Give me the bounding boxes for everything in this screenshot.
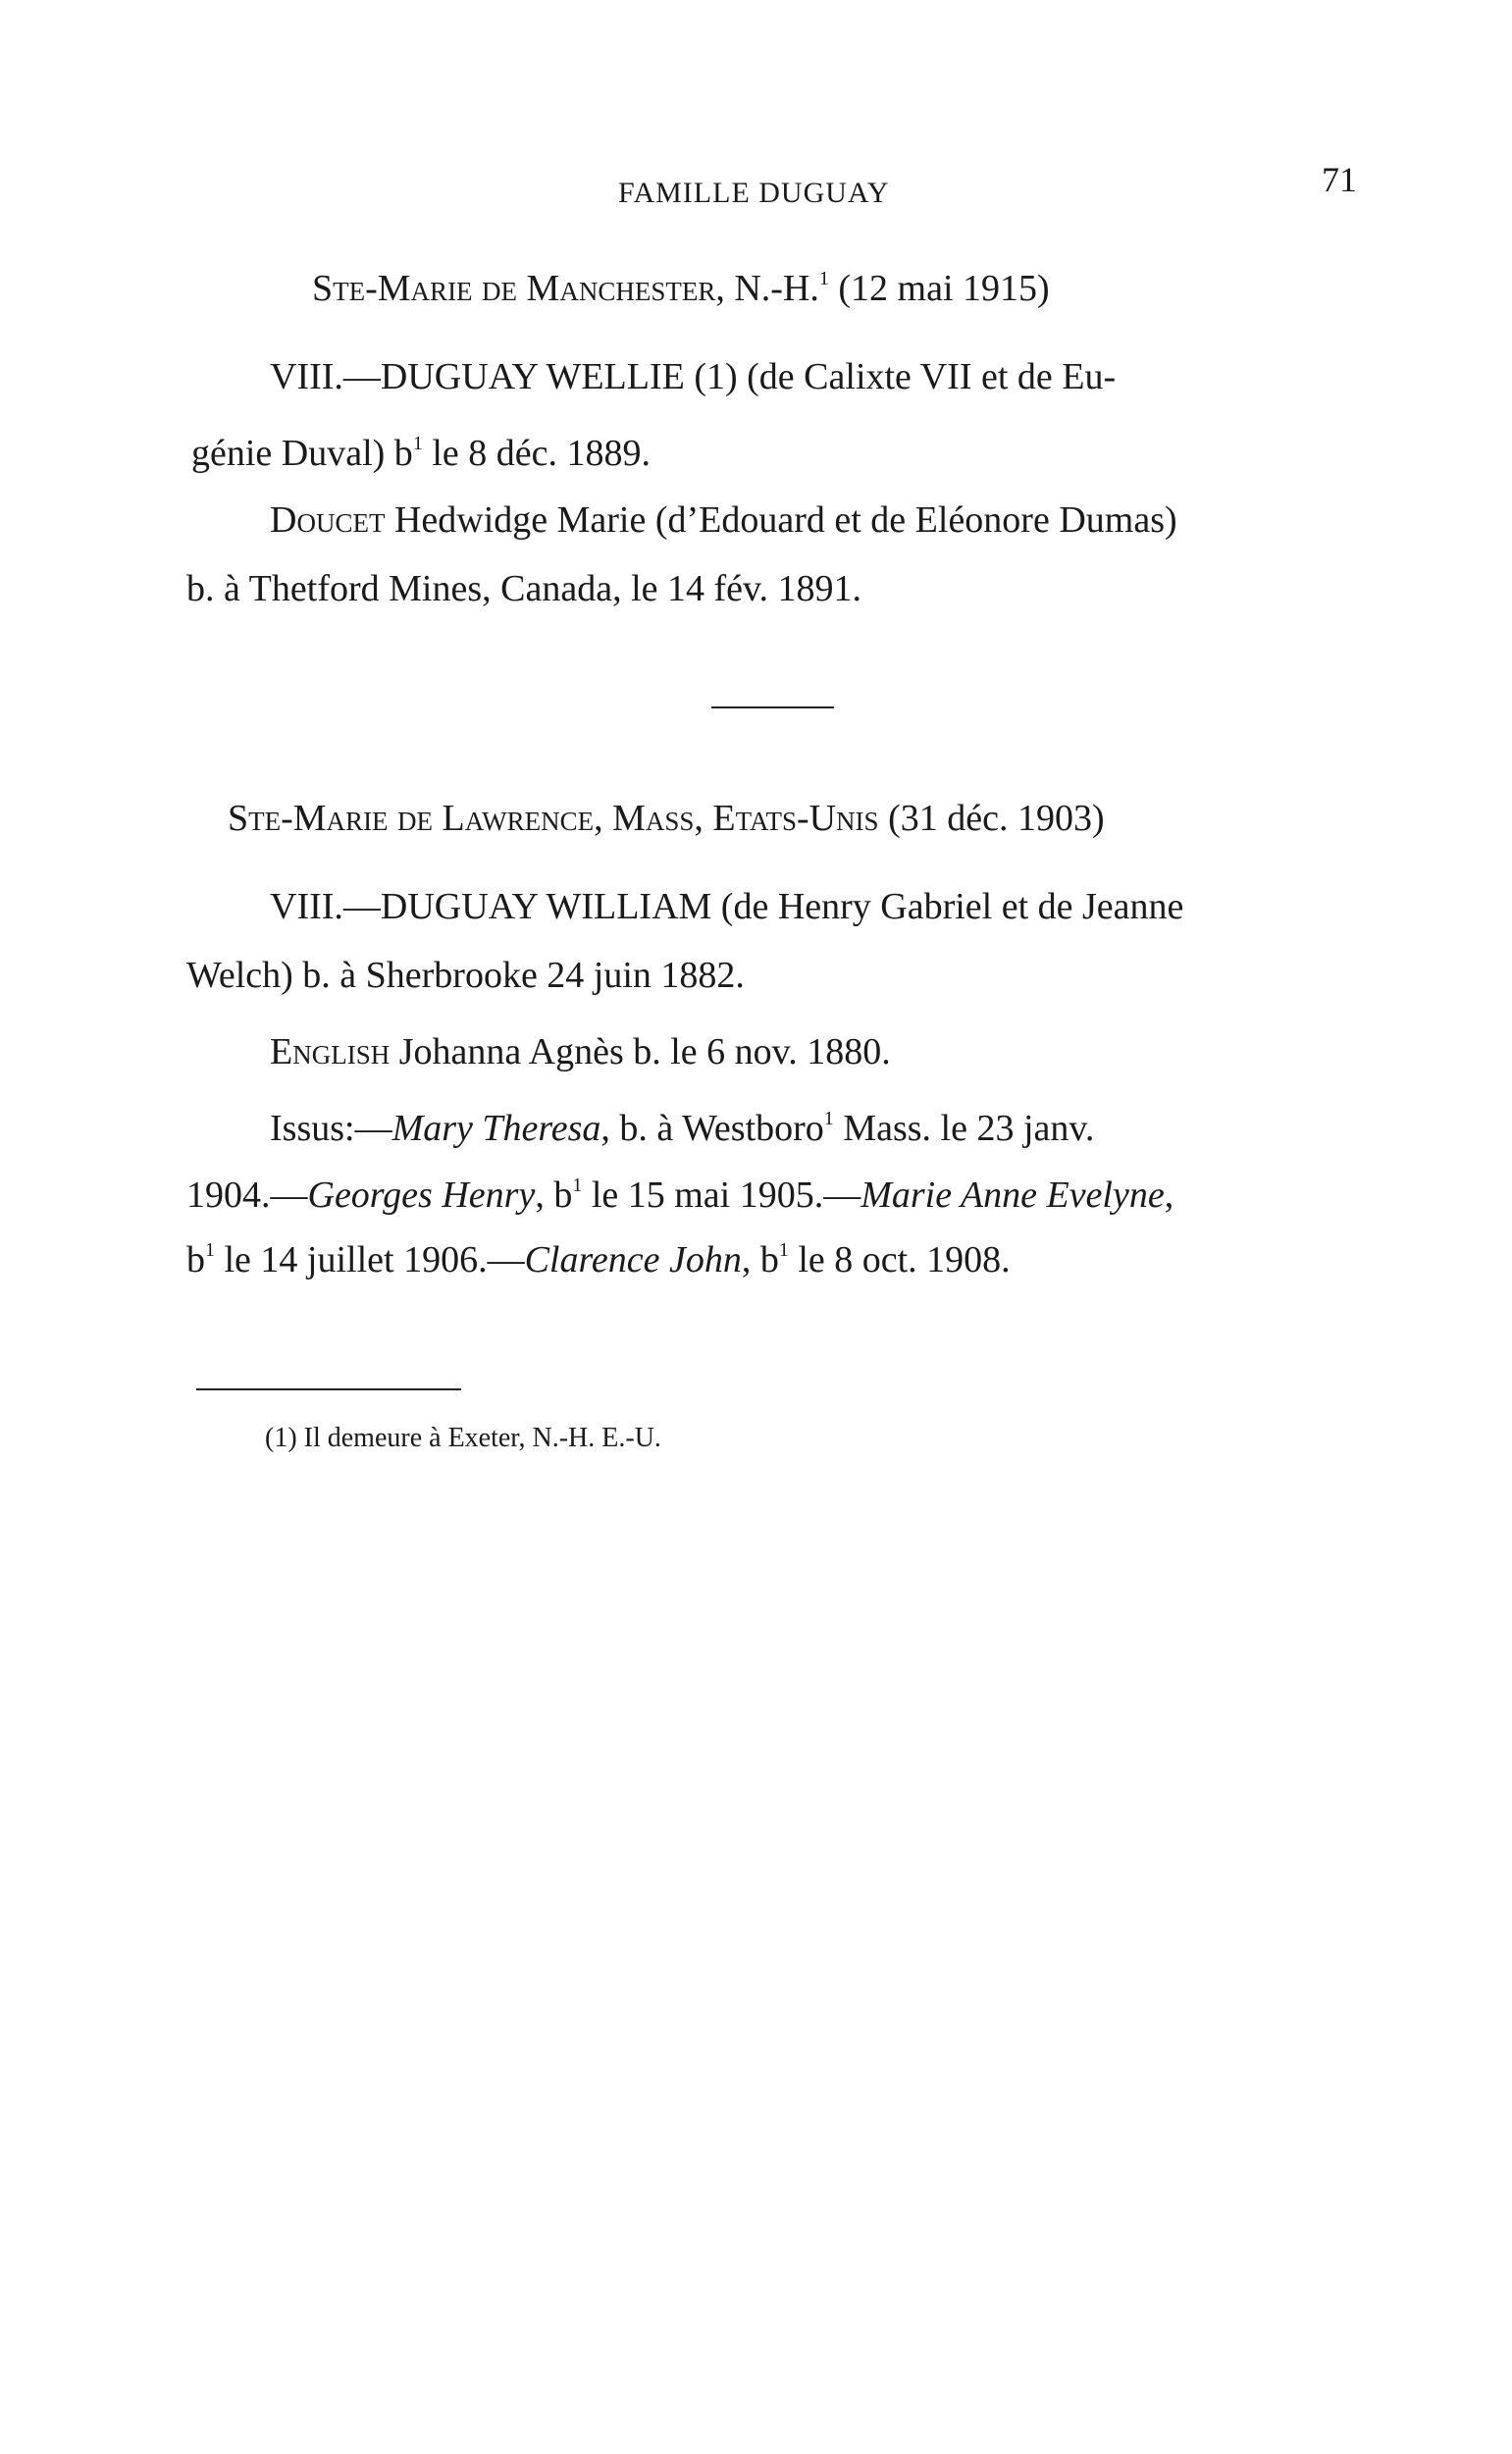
place-part-b: Manchester: [526, 268, 716, 309]
text-fragment: b: [186, 1239, 205, 1280]
section1-place-heading: [312, 267, 1050, 310]
footnote-ref: 1: [778, 1239, 789, 1261]
page-number: 71: [1322, 160, 1357, 199]
footnote-rule: [196, 1388, 461, 1390]
text-fragment: 1904.—: [186, 1175, 308, 1216]
child-name: Marie Anne Evelyne: [860, 1175, 1165, 1216]
text-fragment: Johanna Agnès b. le 6 nov. 1880.: [390, 1031, 891, 1072]
running-title: FAMILLE DUGUAY: [618, 177, 890, 209]
section-divider: [711, 706, 834, 708]
text-fragment: ,: [1164, 1175, 1174, 1216]
section2-line-2: Welch) b. à Sherbrooke 24 juin 1882.: [186, 955, 745, 996]
text-fragment: , b: [741, 1239, 779, 1280]
section2-line-1: VIII.—DUGUAY WILLIAM (de Henry Gabriel et de Jeanne: [270, 886, 1184, 927]
section1-line-3: [270, 498, 1177, 542]
text-fragment: le 14 juillet 1906.—: [215, 1239, 525, 1280]
text-fragment: Mass. le 23 janv.: [833, 1108, 1095, 1149]
section2-line-6: [186, 1238, 1011, 1281]
child-name: Clarence John: [524, 1239, 742, 1280]
child-name: Mary Theresa: [391, 1108, 601, 1149]
text-fragment: Hedwidge Marie (d’Edouard et de Eléonore Dumas): [385, 499, 1177, 541]
place-date: (12 mai 1915): [828, 268, 1050, 309]
section1-line-2: [191, 432, 651, 475]
text-fragment: Issus:—: [270, 1108, 392, 1149]
text-fragment: , b. à Westboro: [600, 1108, 824, 1149]
child-name: Georges Henry: [307, 1175, 536, 1216]
footnote-ref: 1: [818, 268, 829, 289]
text-fragment: le 8 oct. 1908.: [788, 1239, 1011, 1280]
place-part-c: , N.-H.: [715, 268, 819, 309]
place-name: Ste-Marie de Lawrence, Mass, Etats-Unis: [228, 798, 879, 839]
section2-place-heading: [228, 797, 1105, 840]
place-date: (31 déc. 1903): [878, 798, 1105, 839]
section2-line-4: [270, 1107, 1094, 1150]
footnote-text: (1) Il demeure à Exeter, N.-H. E.-U.: [265, 1423, 661, 1453]
footnote-ref: 1: [412, 433, 423, 454]
section2-line-5: [186, 1174, 1173, 1217]
footnote-ref: 1: [823, 1108, 834, 1129]
surname: English: [270, 1031, 391, 1072]
place-part-a: Ste-Marie de: [312, 268, 527, 309]
section2-line-3: [270, 1030, 891, 1073]
section1-line-1: VIII.—DUGUAY WELLIE (1) (de Calixte VII et de Eu-: [270, 356, 1117, 397]
section1-line-4: b. à Thetford Mines, Canada, le 14 fév. 1891.: [186, 568, 862, 609]
footnote-ref: 1: [572, 1175, 583, 1196]
footnote-ref: 1: [205, 1239, 215, 1261]
surname: Doucet: [270, 499, 386, 541]
text-fragment: le 8 déc. 1889.: [422, 433, 651, 474]
text-fragment: , b: [535, 1175, 573, 1216]
text-fragment: génie Duval) b: [191, 433, 413, 474]
text-fragment: le 15 mai 1905.—: [582, 1175, 861, 1216]
